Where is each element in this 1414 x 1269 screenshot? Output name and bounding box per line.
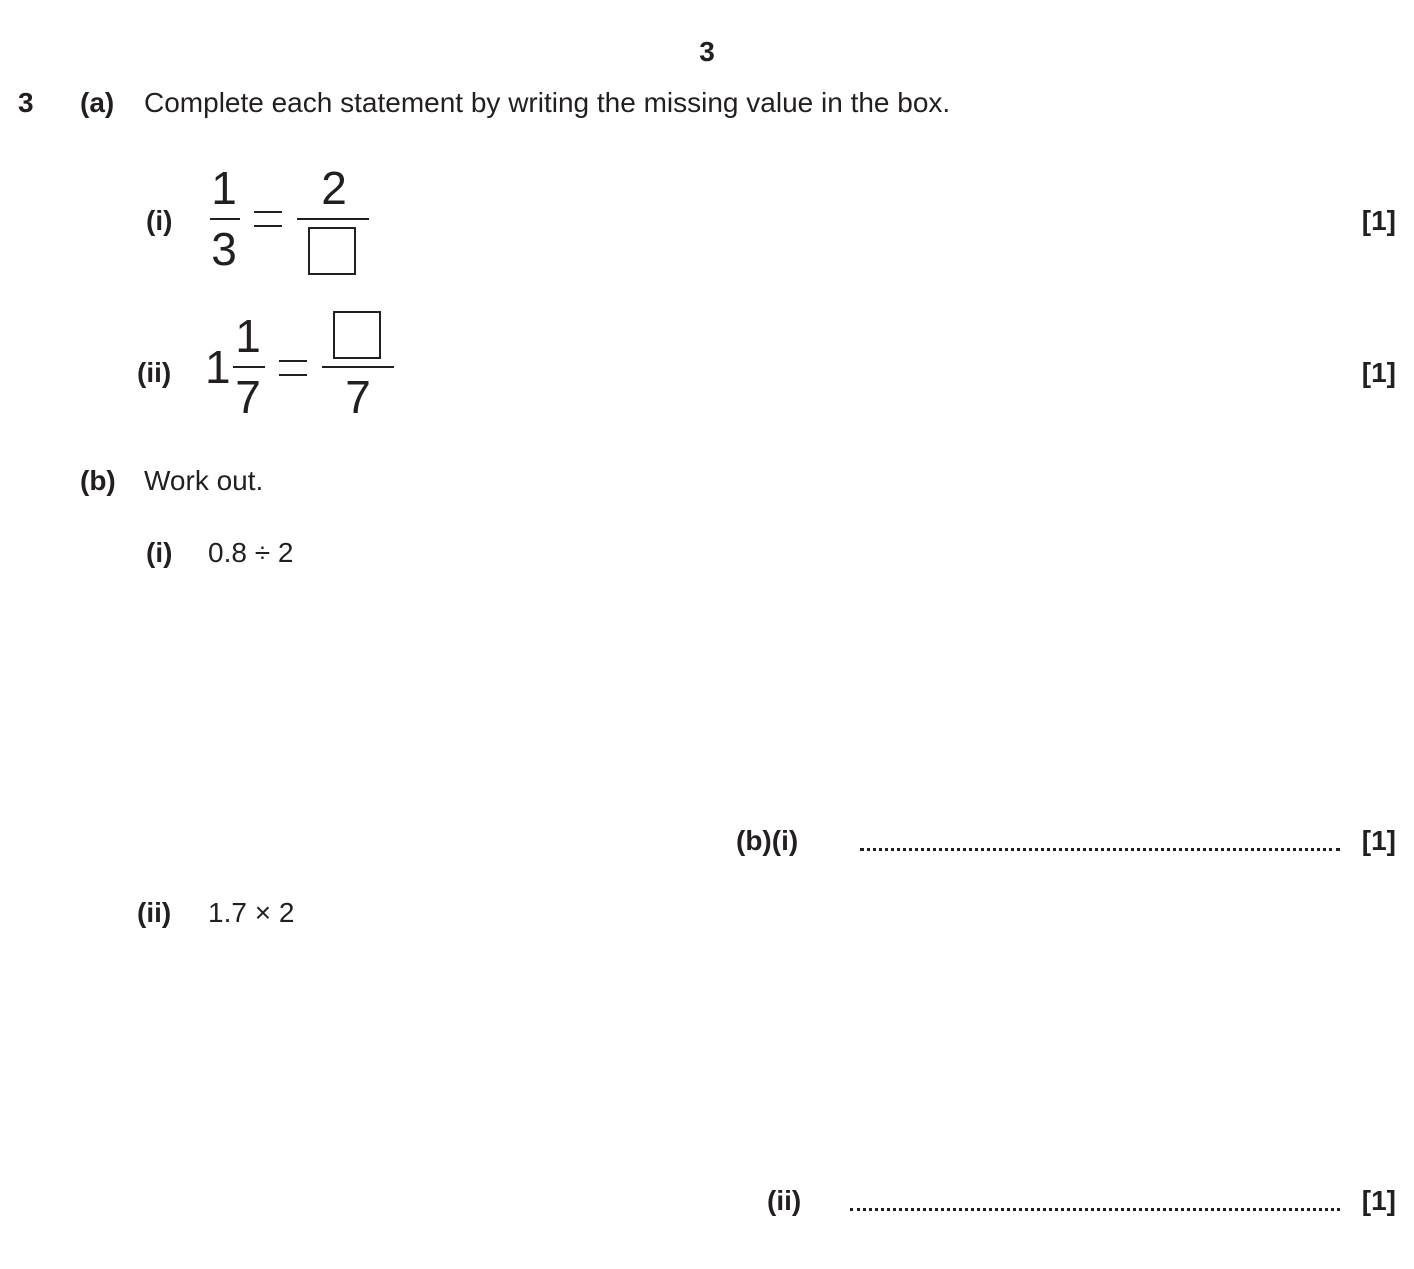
fraction-bar <box>322 366 394 368</box>
answer-label-b-i: (b)(i) <box>736 825 799 856</box>
answer-line-b-ii[interactable] <box>850 1208 1340 1211</box>
mark-b-i: [1] <box>1361 825 1396 856</box>
question-number: 3 <box>18 87 34 118</box>
mark-b-ii: [1] <box>1361 1185 1396 1216</box>
lhs-denominator: 7 <box>235 371 261 423</box>
part-b-i-label: (i) <box>146 537 173 568</box>
rhs-denominator: 7 <box>345 371 371 423</box>
lhs-denominator: 3 <box>211 223 237 275</box>
part-a-ii-label: (ii) <box>137 357 172 388</box>
answer-box-numerator[interactable] <box>333 311 381 359</box>
answer-box-denominator[interactable] <box>308 227 356 275</box>
rhs-numerator: 2 <box>321 162 347 214</box>
answer-label-b-ii: (ii) <box>767 1185 802 1216</box>
expression-b-ii: 1.7 × 2 <box>208 897 295 928</box>
part-a-instruction: Complete each statement by writing the missing value in the box. <box>144 87 951 118</box>
fraction-bar <box>210 218 240 220</box>
mixed-whole: 1 <box>205 341 231 393</box>
part-b-instruction: Work out. <box>144 465 264 496</box>
fraction-bar <box>297 218 369 220</box>
part-a-i-label: (i) <box>146 205 173 236</box>
mark-a-i: [1] <box>1361 205 1396 236</box>
expression-b-i: 0.8 ÷ 2 <box>208 537 294 568</box>
part-b-ii-label: (ii) <box>137 897 172 928</box>
equals-sign <box>254 211 282 227</box>
fraction-bar <box>233 366 265 368</box>
mark-a-ii: [1] <box>1361 357 1396 388</box>
part-b-label: (b) <box>80 465 116 496</box>
equals-sign <box>279 360 307 376</box>
lhs-numerator: 1 <box>211 162 237 214</box>
answer-line-b-i[interactable] <box>860 848 1340 851</box>
page-number: 3 <box>699 36 715 67</box>
lhs-numerator: 1 <box>235 310 261 362</box>
part-a-label: (a) <box>80 87 115 118</box>
